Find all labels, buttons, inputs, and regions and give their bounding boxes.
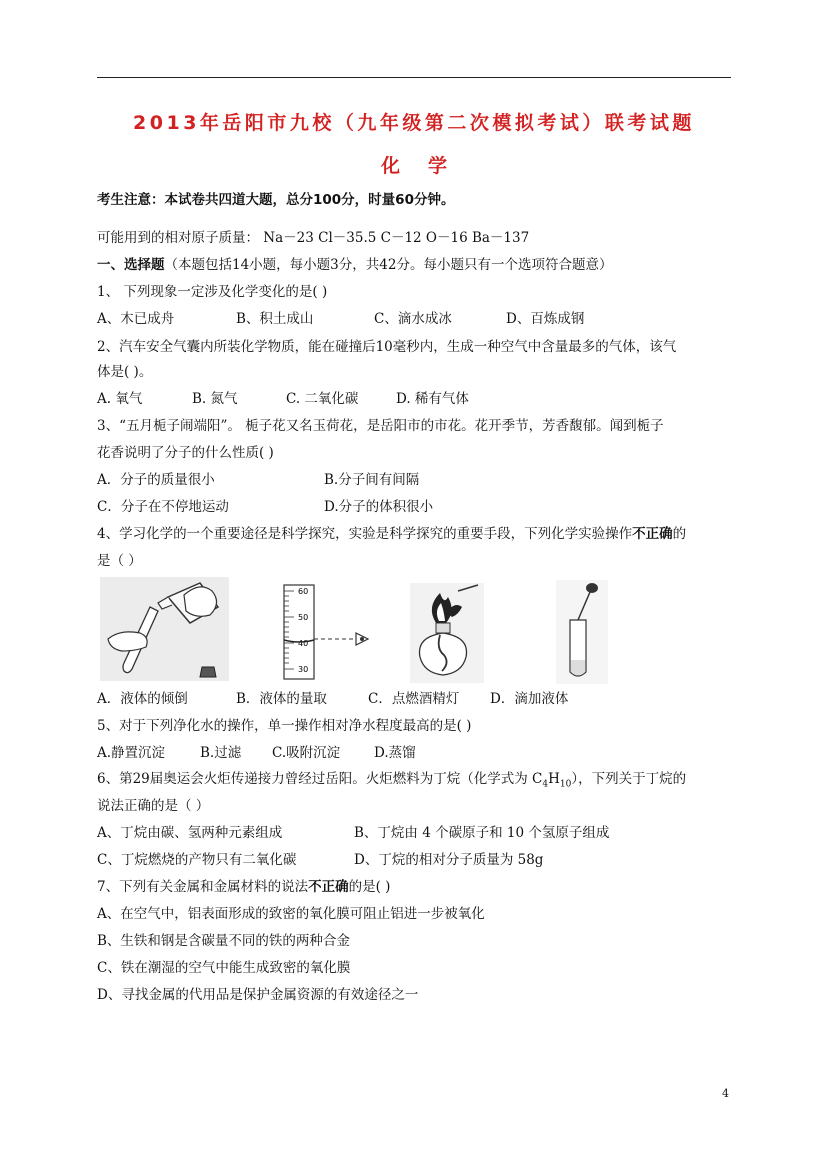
- q6-formula-h: H: [548, 771, 560, 787]
- notice-text: 本试卷共四道大题，总分100分，时量60分钟。: [164, 192, 455, 208]
- pouring-liquid-figure: [100, 577, 229, 681]
- q3-option-c: C．分子在不停地运动: [97, 499, 229, 515]
- q3-stem-line2: 花香说明了分子的什么性质( ): [97, 445, 274, 461]
- q7-stem-emphasis: 不正确: [308, 879, 349, 895]
- q1-option-c: C、滴水成冰: [374, 311, 452, 327]
- q7-stem-end: 的是( ): [348, 879, 391, 895]
- q6-option-d: D、丁烷的相对分子质量为 58g: [354, 852, 544, 868]
- q6-stem-line2: 说法正确的是（ ）: [97, 798, 210, 814]
- notice-label: 考生注意：: [97, 192, 165, 208]
- q2-stem-line2: 体是( )。: [97, 364, 153, 380]
- q3-option-d: D.分子的体积很小: [324, 499, 434, 515]
- q4-stem-emphasis: 不正确: [632, 526, 673, 542]
- q6-option-b: B、丁烷由 4 个碳原子和 10 个氢原子组成: [354, 825, 610, 841]
- q6-stem-line1: [97, 770, 686, 794]
- candidate-notice: [97, 191, 454, 209]
- tick-label-50: 50: [298, 613, 309, 622]
- q7-option-b: B、生铁和钢是含碳量不同的铁的两种合金: [97, 933, 350, 949]
- q5-stem: 5、对于下列净化水的操作，单一操作相对净水程度最高的是( ): [97, 718, 472, 734]
- q7-stem: [97, 878, 390, 896]
- tick-label-60: 60: [298, 587, 309, 596]
- atomic-masses: 可能用到的相对原子质量： Na－23 Cl－35.5 C－12 O－16 Ba－137: [97, 230, 530, 246]
- q2-option-a: A. 氧气: [97, 391, 143, 407]
- q3-option-a: A．分子的质量很小: [97, 472, 215, 488]
- exam-title: 2013年岳阳市九校（九年级第二次模拟考试）联考试题: [133, 112, 695, 134]
- q7-option-d: D、寻找金属的代用品是保护金属资源的有效途径之一: [97, 987, 419, 1003]
- q1-stem: 1、 下列现象一定涉及化学变化的是( ): [97, 284, 328, 300]
- q4-option-a: A．液体的倾倒: [97, 691, 188, 707]
- q7-stem-text: 7、下列有关金属和金属材料的说法: [97, 879, 309, 895]
- q1-option-d: D、百炼成钢: [506, 311, 585, 327]
- q2-stem-line1: 2、汽车安全气囊内所装化学物质，能在碰撞后10毫秒内，生成一种空气中含量最多的气体，该气: [97, 339, 677, 355]
- tick-label-40: 40: [298, 639, 309, 648]
- q4-option-c: C．点燃酒精灯: [368, 691, 460, 707]
- q6-option-a: A、丁烷由碳、氢两种元素组成: [97, 825, 283, 841]
- q4-stem-line1: [97, 525, 686, 543]
- q3-option-b: B.分子间有间隔: [324, 472, 420, 488]
- q1-option-a: A、木已成舟: [97, 311, 175, 327]
- q4-stem-text: 4、学习化学的一个重要途径是科学探究，实验是科学探究的重要手段，下列化学实验操作: [97, 526, 633, 542]
- q6-formula-sub1: 4: [542, 779, 549, 790]
- q6-option-c: C、丁烷燃烧的产物只有二氧化碳: [97, 852, 297, 868]
- q3-stem-line1: 3、“五月栀子闹端阳”。 栀子花又名玉荷花，是岳阳市的市花。花开季节，芳香馥郁。闻到栀子: [97, 418, 664, 434]
- q4-stem-end: 的: [672, 526, 687, 542]
- q5-option-a: A.静置沉淀: [97, 745, 166, 761]
- section-1-label: 一、选择题: [97, 257, 165, 273]
- q4-stem-line2: 是（ ）: [97, 553, 142, 569]
- tick-label-30: 30: [298, 665, 309, 674]
- q6-stem-end: ），下列关于丁烷的: [571, 771, 687, 787]
- q5-option-b: B.过滤: [200, 745, 242, 761]
- q7-option-c: C、铁在潮湿的空气中能生成致密的氧化膜: [97, 960, 351, 976]
- q2-option-b: B. 氮气: [192, 391, 238, 407]
- alcohol-lamp-figure: [410, 583, 484, 683]
- section-1-heading: [97, 256, 612, 274]
- q6-formula-sub2: 10: [559, 779, 572, 790]
- q5-option-c: C.吸附沉淀: [272, 745, 341, 761]
- header-rule: [97, 77, 731, 78]
- section-1-desc: （本题包括14小题，每小题3分，共42分。每小题只有一个选项符合题意）: [164, 257, 613, 273]
- q4-option-d: D．滴加液体: [490, 691, 569, 707]
- q1-option-b: B、积土成山: [236, 311, 314, 327]
- q2-option-c: C. 二氧化碳: [286, 391, 359, 407]
- subject-title: 化学: [380, 155, 475, 177]
- page-number: 4: [722, 1087, 729, 1100]
- q5-option-d: D.蒸馏: [374, 745, 416, 761]
- measuring-cylinder-figure: [274, 581, 374, 681]
- q6-stem-text: 6、第29届奥运会火炬传递接力曾经过岳阳。火炬燃料为丁烷（化学式为 C: [97, 771, 543, 787]
- q2-option-d: D. 稀有气体: [396, 391, 469, 407]
- q4-option-b: B．液体的量取: [236, 691, 327, 707]
- q7-option-a: A、在空气中，铝表面形成的致密的氧化膜可阻止铝进一步被氧化: [97, 906, 485, 922]
- dropper-test-tube-figure: [556, 580, 608, 684]
